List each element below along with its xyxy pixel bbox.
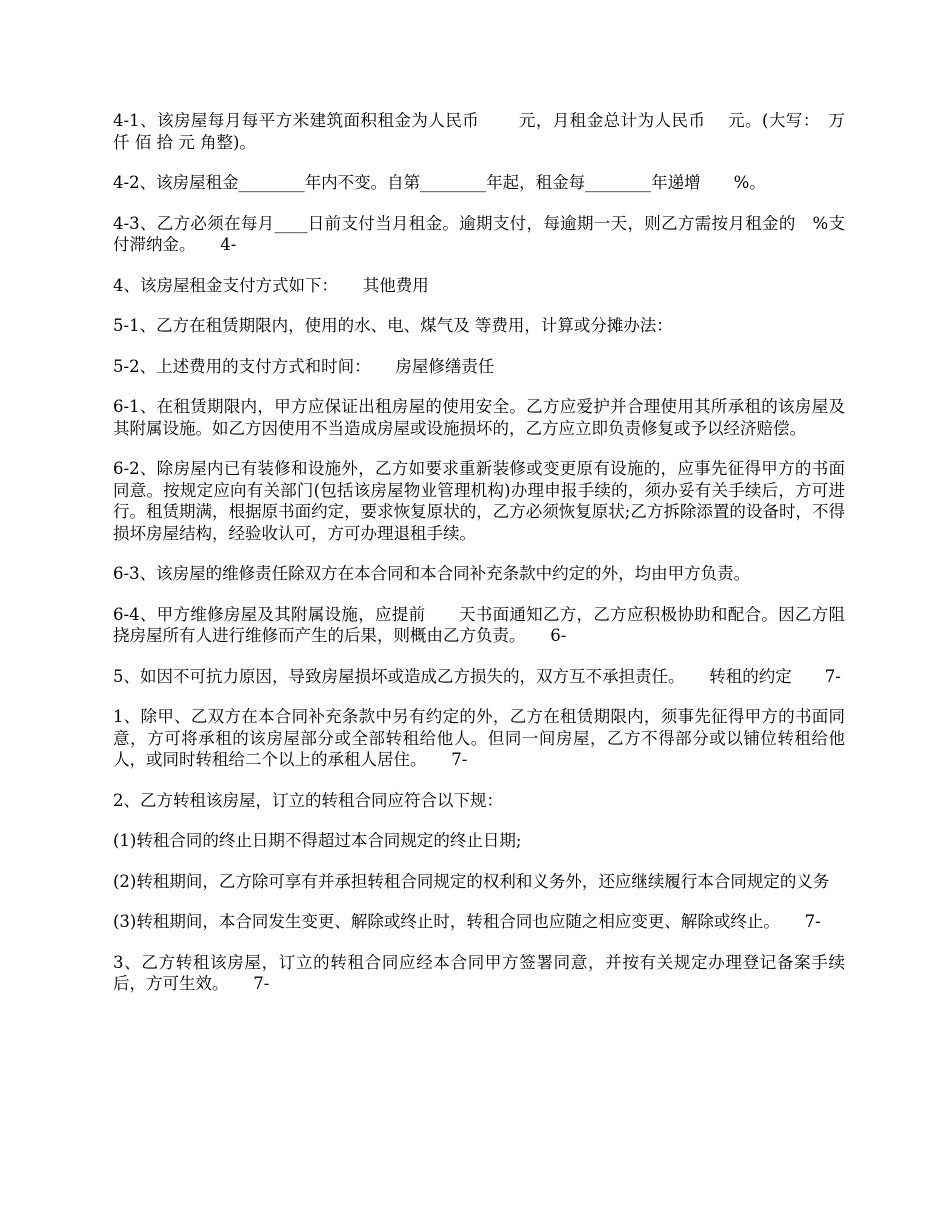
clause-7-1: 1、除甲、乙双方在本合同补充条款中另有约定的外，乙方在租赁期限内，须事先征得甲方的书面同意，方可将承租的该房屋部分或全部转租给他人。但同一间房屋，乙方不得部分或以铺位转租给他人，或同时转租给二个以上的承租人居住。 7- — [113, 707, 845, 769]
clause-4-payment-method: 4、该房屋租金支付方式如下： 其他费用 — [113, 275, 429, 295]
clause-4-1: 4-1、该房屋每月每平方米建筑面积租金为人民币 元，月租金总计为人民币 元。(大写： 万 仟 佰 拾 元 角整)。 — [113, 111, 851, 152]
clause-4-2: 4-2、该房屋租金________年内不变。自第________年起，租金每________年递增 %。 — [113, 173, 766, 192]
clause-6-5: 5、如因不可抗力原因，导致房屋损坏或造成乙方损失的，双方互不承担责任。 转租的约定 7- — [113, 666, 841, 686]
document-page — [113, 110, 851, 1014]
clause-6-2: 6-2、除房屋内已有装修和设施外，乙方如要求重新装修或变更原有设施的，应事先征得甲方的书面同意。按规定应向有关部门(包括该房屋物业管理机构)办理申报手续的，须办妥有关手续后，方可进行。租赁期满，根据原书面约定，要求恢复原状的，乙方必须恢复原状;乙方拆除添置的设备时，不得损坏房屋结构，经验收认可，方可办理退租手续。 — [113, 459, 845, 543]
clause-6-4: 6-4、甲方维修房屋及其附属设施，应提前 天书面通知乙方，乙方应积极协助和配合。因乙方阻挠房屋所有人进行维修而产生的后果，则概由乙方负责。 6- — [113, 604, 845, 645]
clause-6-1: 6-1、在租赁期限内，甲方应保证出租房屋的使用安全。乙方应爱护并合理使用其所承租的该房屋及其附属设施。如乙方因使用不当造成房屋或设施损坏的，乙方应立即负责修复或予以经济赔偿。 — [113, 397, 845, 438]
clause-7-2-item-2: (2)转租期间，乙方除可享有并承担转租合同规定的权利和义务外，还应继续履行本合同规定的义务 — [113, 871, 830, 891]
clause-7-2: 2、乙方转租该房屋，订立的转租合同应符合以下规： — [113, 790, 503, 810]
clause-7-2-item-3: (3)转租期间，本合同发生变更、解除或终止时，转租合同也应随之相应变更、解除或终止。 7- — [113, 912, 821, 931]
clause-7-2-item-1: (1)转租合同的终止日期不得超过本合同规定的终止日期; — [113, 831, 522, 850]
clause-5-2: 5-2、上述费用的支付方式和时间： 房屋修缮责任 — [113, 356, 495, 376]
clause-6-3: 6-3、该房屋的维修责任除双方在本合同和本合同补充条款中约定的外，均由甲方负责。 — [113, 564, 751, 583]
clause-5-1: 5-1、乙方在租赁期限内，使用的水、电、煤气及 等费用，计算或分摊办法： — [113, 316, 673, 335]
clause-4-3: 4-3、乙方必须在每月____日前支付当月租金。逾期支付，每逾期一天，则乙方需按月租金的 %支付滞纳金。 4- — [113, 213, 845, 254]
clause-7-3: 3、乙方转租该房屋，订立的转租合同应经本合同甲方签署同意，并按有关规定办理登记备案手续后，方可生效。 7- — [113, 952, 845, 993]
